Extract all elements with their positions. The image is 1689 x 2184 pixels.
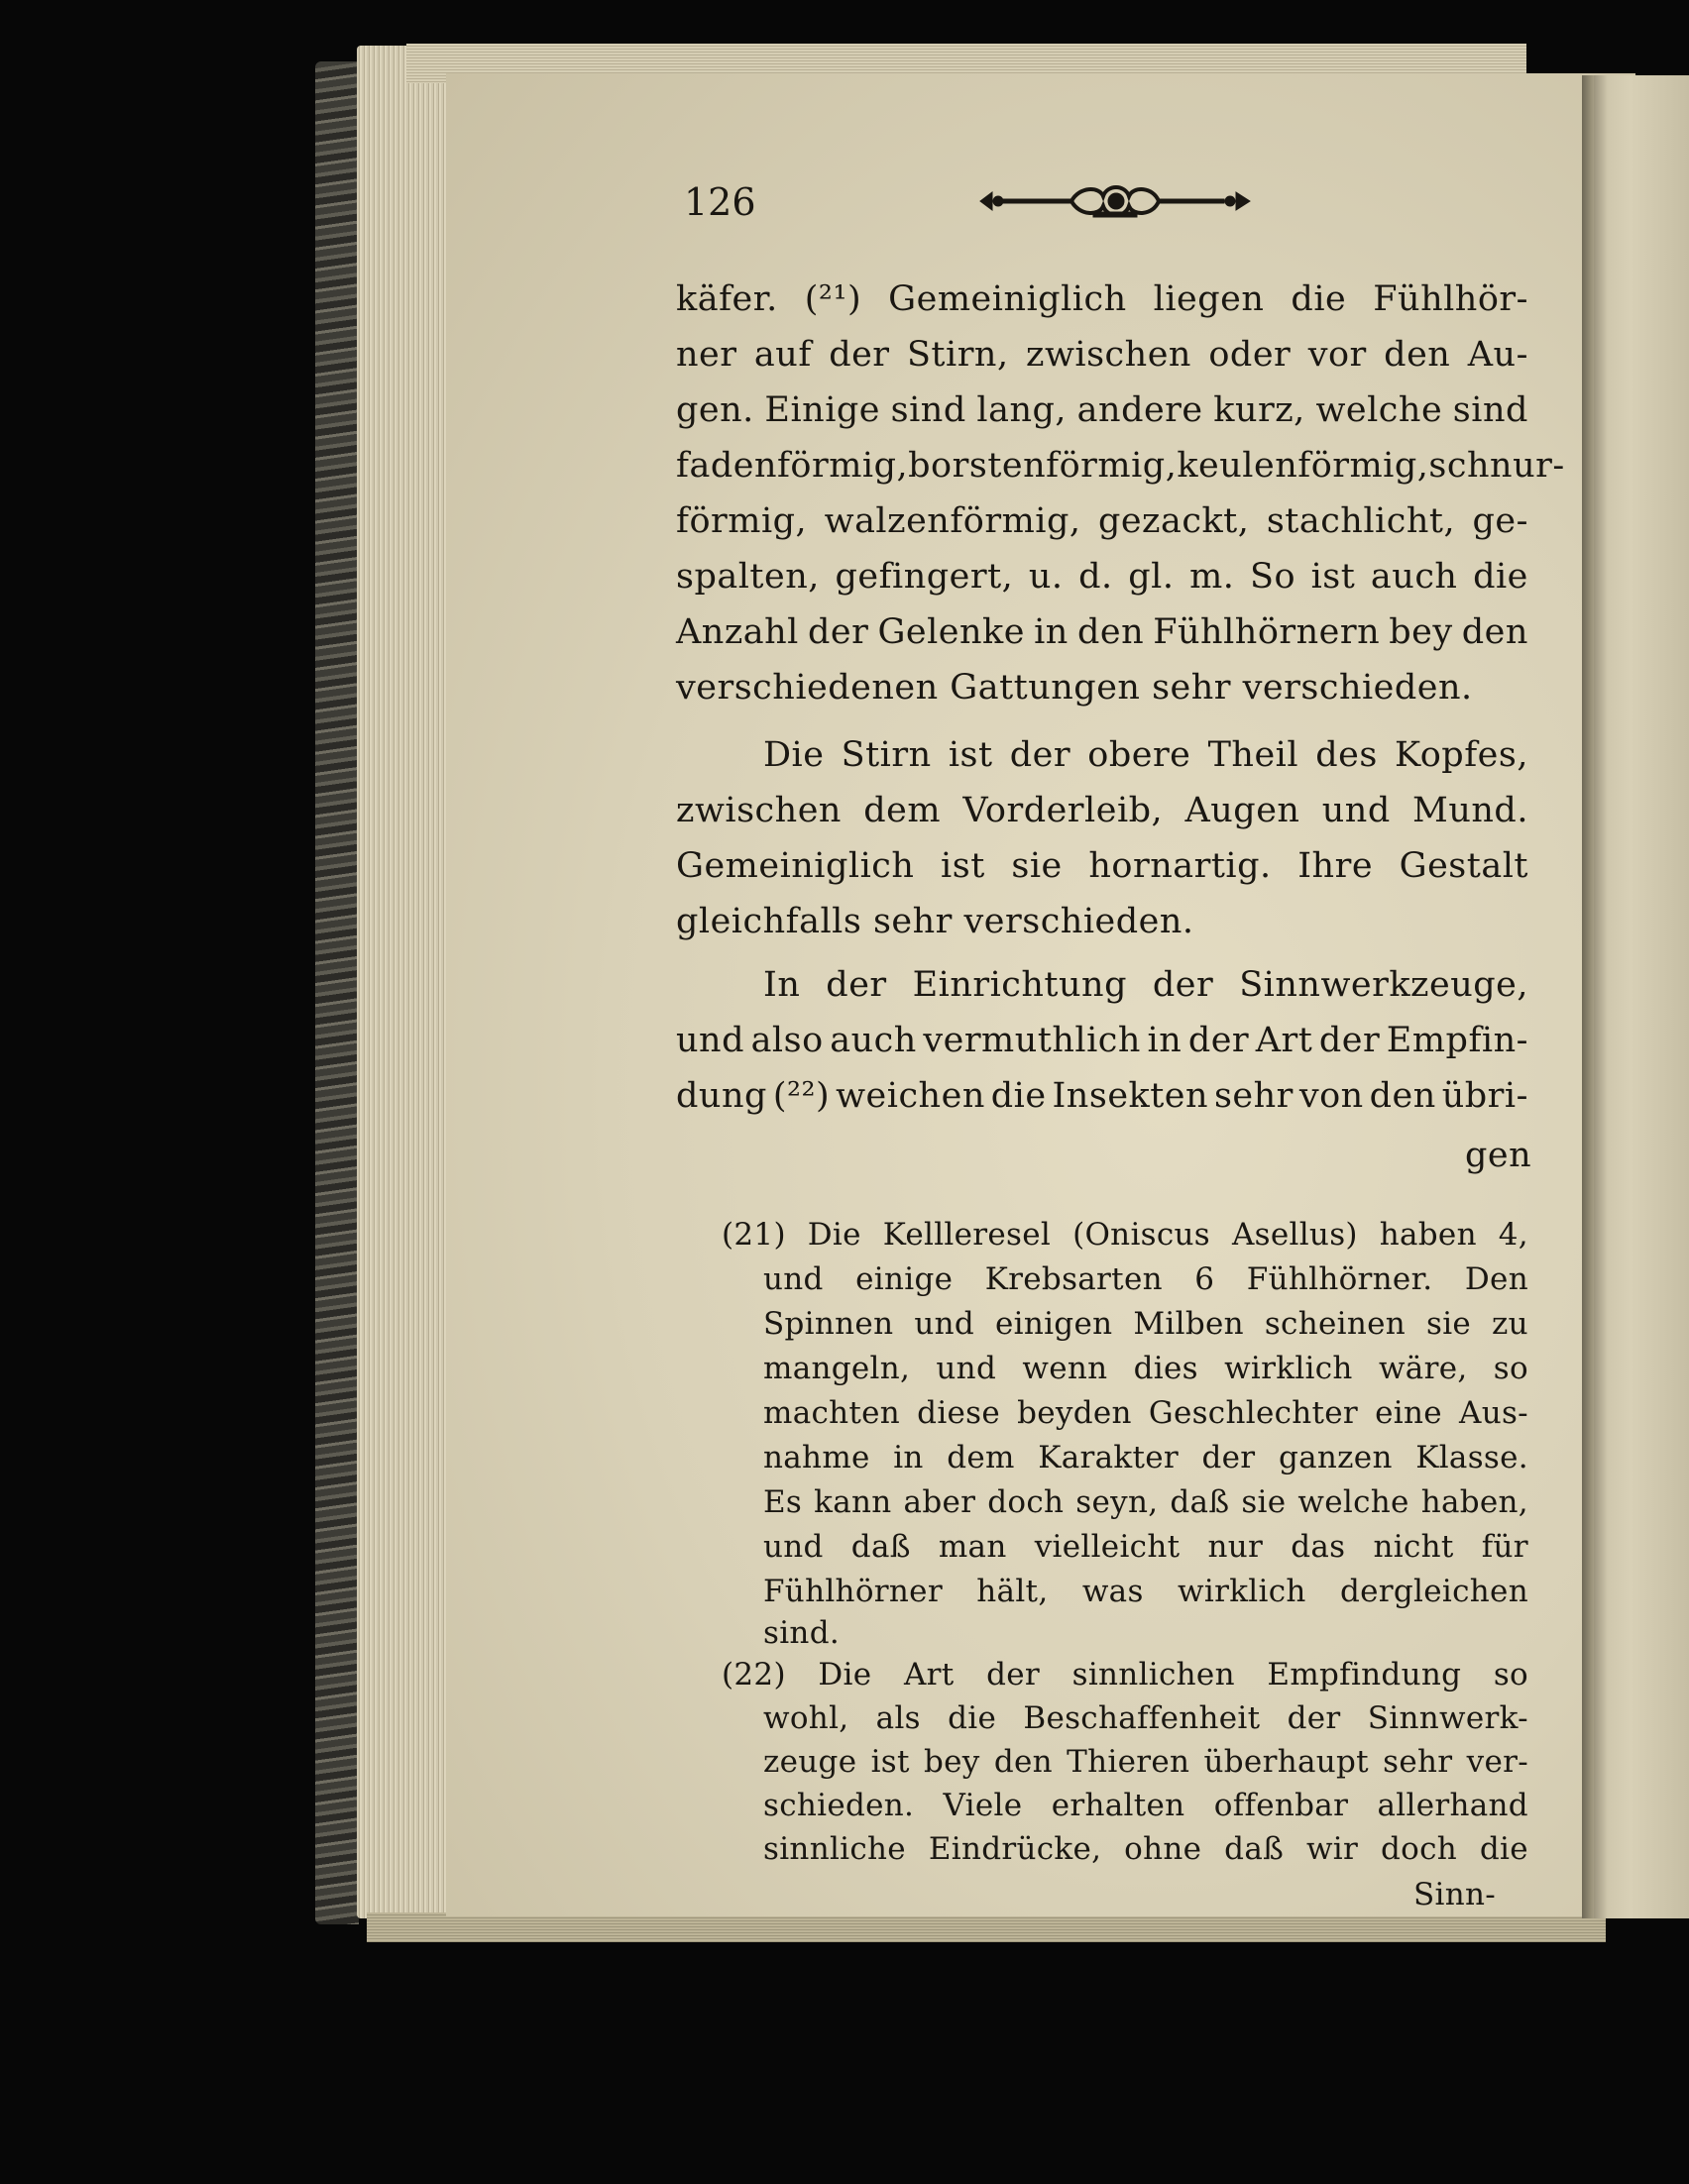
word: borstenförmig, [908,446,1178,486]
word: Die [818,1657,872,1693]
word: walzenförmig, [824,501,1081,541]
word: Krebsarten [984,1261,1163,1297]
word: die [990,1076,1047,1116]
word: von [1298,1076,1364,1116]
word: Asellus) [1231,1217,1358,1253]
word: sind [890,390,966,430]
word: Augen [1184,791,1300,830]
word: auf [753,335,812,375]
word: die [1479,1831,1528,1867]
word: den [993,1744,1053,1780]
word: den [1369,1076,1436,1116]
word: so [1493,1351,1528,1386]
word: doch [1381,1831,1458,1867]
word: bey [1389,612,1453,652]
word: sind [1452,390,1528,430]
word: hält, [976,1574,1049,1609]
word: den [1076,612,1145,652]
word: sehr [1213,1076,1294,1116]
word: den [1461,612,1528,652]
word: und [914,1306,974,1342]
word: gen. [676,390,754,430]
word: So [1249,557,1296,597]
word: Einige [764,390,881,430]
word: der [807,612,869,652]
gutter-fold [1582,75,1594,1918]
word: Die [763,735,825,775]
word: Thieren [1067,1744,1190,1780]
word: d. [1078,557,1113,597]
word: wirklich [1178,1574,1306,1609]
word: spalten, [676,557,820,597]
word: u. [1028,557,1064,597]
body-line [676,446,1565,486]
word: Fühlhör- [1373,279,1528,319]
word: daß [1170,1484,1230,1520]
word: daß [1224,1831,1285,1867]
word: haben [1379,1217,1477,1253]
word: erhalten [1051,1788,1185,1823]
word: schnur- [1428,446,1565,486]
page-stack-edge [357,46,446,1918]
word: welche [1315,390,1443,430]
word: oder [1208,335,1292,375]
word: Sinnwerk- [1367,1700,1528,1736]
word: scheinen [1264,1306,1407,1342]
word: Gemeiniglich [676,846,915,886]
word: weichen [836,1076,985,1116]
footnote-line [763,1440,1528,1475]
word: Fühlhörner. [1246,1261,1433,1297]
word: der [1152,965,1214,1005]
word: m. [1189,557,1235,597]
word: Klasse. [1415,1440,1528,1475]
word: ver- [1466,1744,1528,1780]
word: 6 [1194,1261,1215,1297]
word: dies [1133,1351,1198,1386]
word: vermuthlich [923,1021,1141,1060]
word: Empfin- [1386,1021,1528,1060]
word: förmig, [676,501,808,541]
word: (Oniscus [1072,1217,1211,1253]
word: (22) [722,1657,786,1693]
word: Einrichtung [912,965,1127,1005]
word: ist [1310,557,1356,597]
word: sehr [1383,1744,1453,1780]
word: Beschaffenheit [1023,1700,1261,1736]
word: Theil [1207,735,1299,775]
word: Fühlhörner [763,1574,943,1609]
word: Ihre [1297,846,1374,886]
word: und [1321,791,1391,830]
word: lang, [976,390,1068,430]
word: und [676,1021,744,1060]
word: vielleicht [1034,1529,1181,1565]
word: nur [1207,1529,1264,1565]
word: sinnlichen [1071,1657,1235,1693]
word: Eindrücke, [928,1831,1102,1867]
word: Stirn [841,735,932,775]
word: zu [1492,1306,1528,1342]
word: wäre, [1378,1351,1468,1386]
word: In [763,965,801,1005]
word: der [1201,1440,1256,1475]
word: beyden [1017,1395,1132,1431]
body-line [763,965,1528,1005]
footnote-line [763,1744,1528,1780]
word: den [1384,335,1451,375]
word: Mund. [1412,791,1528,830]
word: kurz, [1213,390,1305,430]
word: doch [987,1484,1065,1520]
word: gezackt, [1097,501,1250,541]
word: sinnliche [763,1831,906,1867]
word: der [1009,735,1071,775]
word: Art [1255,1021,1313,1060]
word: der [829,335,890,375]
word: vor [1307,335,1367,375]
word: überhaupt [1203,1744,1369,1780]
body-line [676,335,1528,375]
word: kann [814,1484,892,1520]
word: Viele [943,1788,1023,1823]
word: für [1481,1529,1528,1565]
word: die [1291,279,1347,319]
body-line [676,791,1528,830]
word: einigen [994,1306,1113,1342]
word: käfer. [676,279,778,319]
word: stachlicht, [1266,501,1456,541]
word: aber [903,1484,976,1520]
word: Geschlechter [1148,1395,1359,1431]
word: und [763,1261,824,1297]
word: Gestalt [1399,846,1528,886]
body-line [676,1076,1528,1116]
word: obere [1087,735,1191,775]
footnote-line [763,1700,1528,1736]
footnote-line [763,1788,1528,1823]
word: Stirn, [906,335,1009,375]
word: das [1291,1529,1346,1565]
word: in [1147,1021,1182,1060]
word: wohl, [763,1700,849,1736]
word: gefingert, [835,557,1014,597]
word: schieden. [763,1788,915,1823]
footnote-catchword: Sinn- [1413,1877,1497,1912]
word: und [763,1529,824,1565]
word: allerhand [1377,1788,1528,1823]
word: auch [830,1021,917,1060]
page-number: 126 [684,180,756,224]
word: seyn, [1075,1484,1159,1520]
word: also [750,1021,824,1060]
book-spine [315,61,359,1924]
word: Gemeiniglich [888,279,1127,319]
word: machten [763,1395,901,1431]
word: sie [1011,846,1063,886]
word: in [1034,612,1069,652]
body-line [676,501,1528,541]
word: Empfindung [1267,1657,1462,1693]
word: ner [676,335,737,375]
word: offenbar [1213,1788,1349,1823]
word: man [938,1529,1007,1565]
word: Insekten [1052,1076,1209,1116]
footnote-line [763,1574,1528,1609]
facing-page-gutter [1590,75,1689,1918]
footnote-line [763,1395,1528,1431]
word: wenn [1022,1351,1108,1386]
word: der [1187,1021,1250,1060]
word: Karakter [1038,1440,1179,1475]
word: Den [1464,1261,1528,1297]
word: Kopfes, [1395,735,1528,775]
word: ge- [1472,501,1528,541]
footnote-line [763,1306,1528,1342]
word: in [893,1440,924,1475]
word: der [826,965,887,1005]
word: dem [947,1440,1015,1475]
word: sie [1426,1306,1472,1342]
word: und [936,1351,997,1386]
word: haben, [1420,1484,1528,1520]
word: ist [870,1744,910,1780]
footnote-line: sind. [763,1615,840,1651]
word: wir [1305,1831,1359,1867]
word: dung [676,1076,767,1116]
footnote-line [763,1261,1528,1297]
body-line: gleichfalls sehr verschieden. [676,902,1194,941]
word: Art [903,1657,955,1693]
word: Anzahl [676,612,799,652]
word: als [875,1700,921,1736]
word: welche [1297,1484,1409,1520]
word: Fühlhörnern [1153,612,1381,652]
word: Gelenke [877,612,1025,652]
footnote-line [763,1351,1528,1386]
word: der [1287,1700,1341,1736]
word: die [948,1700,997,1736]
body-line [676,279,1528,319]
printers-ornament-icon [976,178,1254,224]
word: andere [1076,390,1203,430]
word: des [1315,735,1378,775]
word: dergleichen [1340,1574,1528,1609]
word: ganzen [1278,1440,1393,1475]
body-line [676,1021,1528,1060]
word: der [986,1657,1041,1693]
word: übri- [1441,1076,1528,1116]
page-stack-bottom-edge [367,1912,1606,1942]
body-line [763,735,1528,775]
word: Es [763,1484,803,1520]
word: Sinnwerkzeuge, [1239,965,1528,1005]
word: gl. [1128,557,1175,597]
word: hornartig. [1088,846,1272,886]
word: zwischen [1026,335,1191,375]
word: bey [924,1744,980,1780]
word: Kellleresel [882,1217,1052,1253]
word: zwischen [676,791,842,830]
word: diese [917,1395,1001,1431]
word: eine [1375,1395,1442,1431]
footnote-line [763,1484,1528,1520]
word: liegen [1153,279,1265,319]
word: (21) [722,1217,786,1253]
body-line [676,612,1528,652]
body-line: verschiedenen Gattungen sehr verschieden. [676,668,1473,708]
word: Au- [1467,335,1528,375]
word: ist [941,846,985,886]
catchword: gen [1465,1136,1532,1175]
body-line [676,846,1528,886]
word: ohne [1124,1831,1202,1867]
word: zeuge [763,1744,857,1780]
word: einige [855,1261,954,1297]
word: ist [948,735,993,775]
word: Die [807,1217,861,1253]
word: nahme [763,1440,870,1475]
footnote-line [722,1657,1528,1693]
word: nicht [1373,1529,1454,1565]
word: wirklich [1224,1351,1353,1386]
body-line [676,390,1528,430]
word: dem [863,791,942,830]
word: so [1493,1657,1528,1693]
word: (²¹) [804,279,862,319]
word: auch [1370,557,1458,597]
word: Aus- [1459,1395,1528,1431]
footnote-line [763,1831,1528,1867]
body-line [676,557,1528,597]
word: (²²) [772,1076,831,1116]
word: Vorderleib, [962,791,1164,830]
word: Milben [1133,1306,1244,1342]
footnote-line [763,1529,1528,1565]
word: mangeln, [763,1351,911,1386]
word: die [1473,557,1528,597]
word: keulenförmig, [1177,446,1429,486]
word: daß [850,1529,911,1565]
word: Spinnen [763,1306,894,1342]
word: der [1318,1021,1381,1060]
word: was [1081,1574,1144,1609]
word: fadenförmig, [676,446,909,486]
word: 4, [1498,1217,1528,1253]
footnote-line [722,1217,1528,1253]
word: sie [1241,1484,1287,1520]
